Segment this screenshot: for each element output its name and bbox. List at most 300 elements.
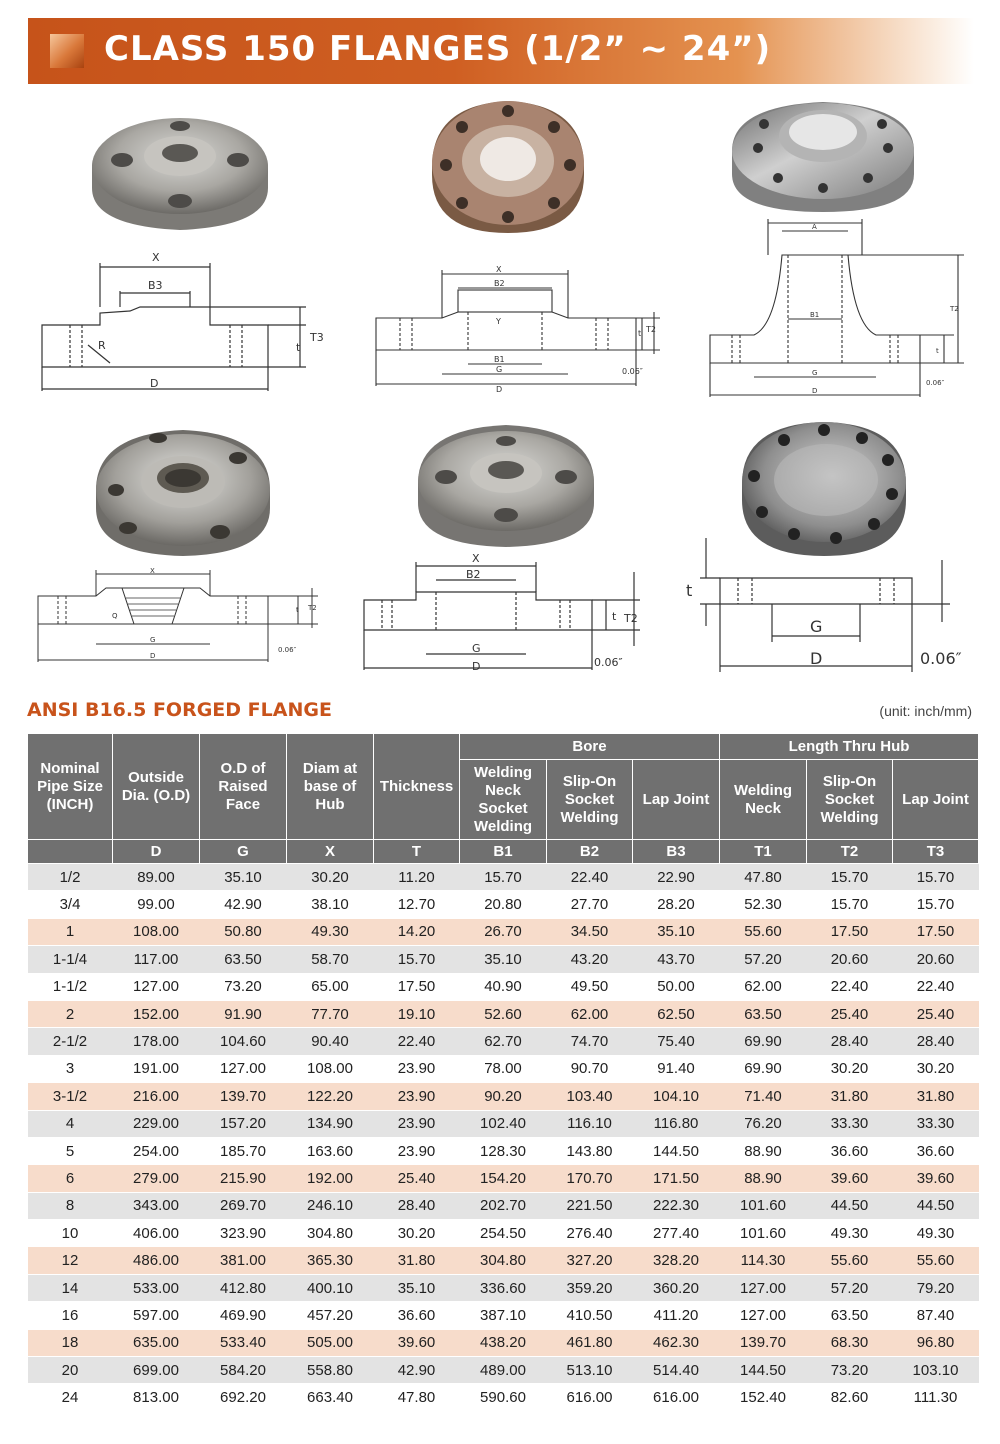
header-length-welding-neck: Welding Neck	[720, 760, 807, 840]
table-cell: 108.00	[287, 1055, 374, 1082]
table-cell: 77.70	[287, 1000, 374, 1027]
table-cell: 365.30	[287, 1247, 374, 1274]
svg-text:R: R	[98, 339, 106, 352]
table-cell: 22.90	[633, 864, 720, 891]
table-cell: 387.10	[460, 1302, 547, 1329]
table-cell: 192.00	[287, 1165, 374, 1192]
svg-text:D: D	[150, 377, 159, 390]
table-cell: 152.00	[113, 1000, 200, 1027]
table-row	[28, 1192, 979, 1219]
table-cell: 12.70	[374, 891, 460, 918]
table-cell: 143.80	[547, 1137, 633, 1164]
svg-text:T2: T2	[624, 612, 638, 625]
table-cell-size: 10	[28, 1220, 113, 1247]
table-cell: 246.10	[287, 1192, 374, 1219]
table-cell: 15.70	[893, 864, 979, 891]
table-cell: 62.70	[460, 1028, 547, 1055]
table-row	[28, 1083, 979, 1110]
photo-threaded-flange	[88, 420, 278, 558]
table-cell: 30.20	[807, 1055, 893, 1082]
table-row	[28, 1274, 979, 1301]
table-cell: 91.90	[200, 1000, 287, 1027]
diagram-threaded	[34, 566, 334, 666]
header-symbol: D	[113, 840, 200, 864]
table-cell: 91.40	[633, 1055, 720, 1082]
svg-text:t: t	[296, 606, 299, 614]
table-cell: 55.60	[807, 1247, 893, 1274]
table-cell-size: 14	[28, 1274, 113, 1301]
table-cell: 30.20	[287, 864, 374, 891]
table-cell: 104.60	[200, 1028, 287, 1055]
table-cell: 63.50	[807, 1302, 893, 1329]
table-cell-size: 1-1/2	[28, 973, 113, 1000]
table-cell: 410.50	[547, 1302, 633, 1329]
table-cell: 108.00	[113, 918, 200, 945]
page-title: CLASS 150 FLANGES (1/2” ~ 24”)	[104, 29, 772, 69]
table-cell-size: 1	[28, 918, 113, 945]
diagram-lap-joint	[30, 245, 340, 400]
svg-text:X: X	[152, 251, 160, 264]
table-cell: 103.10	[893, 1357, 979, 1384]
table-cell: 63.50	[720, 1000, 807, 1027]
table-cell: 58.70	[287, 946, 374, 973]
svg-text:Y: Y	[496, 317, 501, 326]
table-cell-size: 18	[28, 1329, 113, 1356]
diagram-slip-on	[360, 548, 660, 674]
table-cell: 69.90	[720, 1028, 807, 1055]
table-cell: 103.40	[547, 1083, 633, 1110]
table-cell-size: 3	[28, 1055, 113, 1082]
svg-text:T3: T3	[310, 331, 324, 344]
table-cell: 513.10	[547, 1357, 633, 1384]
table-cell: 87.40	[893, 1302, 979, 1329]
table-cell: 25.40	[893, 1000, 979, 1027]
svg-text:G: G	[496, 365, 503, 374]
table-cell: 117.00	[113, 946, 200, 973]
table-cell: 49.30	[287, 918, 374, 945]
table-cell: 96.80	[893, 1329, 979, 1356]
table-cell: 469.90	[200, 1302, 287, 1329]
table-cell: 52.30	[720, 891, 807, 918]
table-cell: 343.00	[113, 1192, 200, 1219]
header-symbol: B1	[460, 840, 547, 864]
table-cell: 88.90	[720, 1137, 807, 1164]
flange-dimension-table	[27, 733, 979, 1412]
table-cell: 73.20	[200, 973, 287, 1000]
svg-text:T2: T2	[950, 305, 959, 313]
table-row	[28, 1247, 979, 1274]
table-cell: 23.90	[374, 1110, 460, 1137]
table-cell: 461.80	[547, 1329, 633, 1356]
photo-lap-joint-flange	[80, 98, 280, 232]
table-cell: 269.70	[200, 1192, 287, 1219]
header-thickness: Thickness	[374, 734, 460, 840]
table-cell: 31.80	[807, 1083, 893, 1110]
table-cell: 111.30	[893, 1384, 979, 1411]
table-cell: 49.30	[807, 1220, 893, 1247]
table-cell-size: 2-1/2	[28, 1028, 113, 1055]
table-cell: 20.60	[807, 946, 893, 973]
table-cell: 71.40	[720, 1083, 807, 1110]
table-cell: 438.20	[460, 1329, 547, 1356]
table-cell: 692.20	[200, 1384, 287, 1411]
table-cell: 30.20	[374, 1220, 460, 1247]
table-cell: 14.20	[374, 918, 460, 945]
table-cell: 55.60	[893, 1247, 979, 1274]
table-cell: 50.80	[200, 918, 287, 945]
table-cell: 590.60	[460, 1384, 547, 1411]
table-row	[28, 1302, 979, 1329]
table-cell: 90.70	[547, 1055, 633, 1082]
table-cell: 22.40	[807, 973, 893, 1000]
table-row	[28, 864, 979, 891]
table-cell: 457.20	[287, 1302, 374, 1329]
table-cell: 533.40	[200, 1329, 287, 1356]
photo-slip-on-flange	[410, 417, 602, 549]
table-cell-size: 16	[28, 1302, 113, 1329]
table-cell: 36.60	[807, 1137, 893, 1164]
table-cell: 40.90	[460, 973, 547, 1000]
table-cell: 36.60	[374, 1302, 460, 1329]
table-cell-size: 12	[28, 1247, 113, 1274]
table-row	[28, 891, 979, 918]
table-cell: 191.00	[113, 1055, 200, 1082]
header-nominal-size: Nominal Pipe Size (INCH)	[28, 734, 113, 840]
table-cell: 144.50	[720, 1357, 807, 1384]
svg-text:0.06″: 0.06″	[920, 649, 962, 668]
table-cell: 34.50	[547, 918, 633, 945]
svg-text:X: X	[150, 567, 155, 575]
svg-text:D: D	[810, 649, 823, 668]
table-cell: 30.20	[893, 1055, 979, 1082]
table-cell: 116.80	[633, 1110, 720, 1137]
table-cell: 505.00	[287, 1329, 374, 1356]
table-cell: 35.10	[460, 946, 547, 973]
svg-text:t: t	[686, 581, 693, 600]
table-cell: 62.00	[547, 1000, 633, 1027]
table-cell: 400.10	[287, 1274, 374, 1301]
table-cell: 39.60	[374, 1329, 460, 1356]
table-cell: 15.70	[893, 891, 979, 918]
table-cell: 38.10	[287, 891, 374, 918]
table-cell: 20.60	[893, 946, 979, 973]
table-cell: 406.00	[113, 1220, 200, 1247]
table-cell-size: 6	[28, 1165, 113, 1192]
table-row	[28, 1000, 979, 1027]
table-row	[28, 1028, 979, 1055]
svg-text:D: D	[150, 652, 156, 660]
table-cell: 276.40	[547, 1220, 633, 1247]
table-cell: 558.80	[287, 1357, 374, 1384]
table-cell: 304.80	[287, 1220, 374, 1247]
table-cell: 19.10	[374, 1000, 460, 1027]
header-symbol-blank	[28, 840, 113, 864]
table-cell: 31.80	[893, 1083, 979, 1110]
banner-square-icon	[50, 34, 84, 68]
table-cell: 26.70	[460, 918, 547, 945]
table-cell: 699.00	[113, 1357, 200, 1384]
header-length-lap-joint: Lap Joint	[893, 760, 979, 840]
photo-socket-weld-flange	[428, 95, 588, 235]
table-cell: 170.70	[547, 1165, 633, 1192]
table-cell-size: 5	[28, 1137, 113, 1164]
svg-text:G: G	[812, 369, 818, 377]
table-cell: 44.50	[893, 1192, 979, 1219]
table-cell: 813.00	[113, 1384, 200, 1411]
table-cell: 279.00	[113, 1165, 200, 1192]
svg-text:T2: T2	[646, 325, 656, 334]
svg-text:t: t	[638, 329, 642, 338]
table-cell: 47.80	[374, 1384, 460, 1411]
table-cell: 360.20	[633, 1274, 720, 1301]
table-cell: 73.20	[807, 1357, 893, 1384]
svg-text:t: t	[296, 341, 301, 354]
svg-text:D: D	[496, 385, 503, 394]
header-symbol: G	[200, 840, 287, 864]
table-cell: 215.90	[200, 1165, 287, 1192]
table-cell: 163.60	[287, 1137, 374, 1164]
table-cell: 381.00	[200, 1247, 287, 1274]
table-cell: 171.50	[633, 1165, 720, 1192]
table-cell: 88.90	[720, 1165, 807, 1192]
table-cell: 154.20	[460, 1165, 547, 1192]
table-cell: 221.50	[547, 1192, 633, 1219]
table-cell: 616.00	[633, 1384, 720, 1411]
table-cell: 33.30	[807, 1110, 893, 1137]
table-row	[28, 1137, 979, 1164]
table-cell: 55.60	[720, 918, 807, 945]
table-cell: 597.00	[113, 1302, 200, 1329]
table-cell: 22.40	[374, 1028, 460, 1055]
table-cell: 63.50	[200, 946, 287, 973]
table-cell: 489.00	[460, 1357, 547, 1384]
table-cell: 44.50	[807, 1192, 893, 1219]
svg-text:G: G	[472, 642, 481, 655]
table-cell: 134.90	[287, 1110, 374, 1137]
table-cell: 28.40	[893, 1028, 979, 1055]
table-cell: 57.20	[807, 1274, 893, 1301]
table-cell: 90.40	[287, 1028, 374, 1055]
table-cell: 127.00	[200, 1055, 287, 1082]
table-cell: 49.50	[547, 973, 633, 1000]
table-cell: 514.40	[633, 1357, 720, 1384]
table-cell: 254.50	[460, 1220, 547, 1247]
diagram-weld-neck	[704, 215, 974, 400]
header-outside-dia: Outside Dia. (O.D)	[113, 734, 200, 840]
table-cell: 69.90	[720, 1055, 807, 1082]
photo-weld-neck-flange	[728, 96, 918, 214]
table-cell: 17.50	[807, 918, 893, 945]
table-cell: 43.20	[547, 946, 633, 973]
table-cell: 25.40	[374, 1165, 460, 1192]
table-cell: 28.40	[374, 1192, 460, 1219]
table-cell: 68.30	[807, 1329, 893, 1356]
table-cell: 462.30	[633, 1329, 720, 1356]
table-row	[28, 1357, 979, 1384]
table-cell: 152.40	[720, 1384, 807, 1411]
svg-text:0.06″: 0.06″	[594, 656, 623, 669]
unit-label: (unit: inch/mm)	[879, 703, 972, 719]
header-banner	[28, 18, 974, 84]
table-cell: 42.90	[374, 1357, 460, 1384]
header-symbol: B2	[547, 840, 633, 864]
table-row	[28, 946, 979, 973]
header-symbol: T1	[720, 840, 807, 864]
table-cell: 28.40	[807, 1028, 893, 1055]
table-cell-size: 3-1/2	[28, 1083, 113, 1110]
svg-text:0.06″: 0.06″	[278, 646, 297, 654]
table-cell-size: 3/4	[28, 891, 113, 918]
header-symbol: X	[287, 840, 374, 864]
table-cell: 139.70	[200, 1083, 287, 1110]
header-length-slip-on: Slip-On Socket Welding	[807, 760, 893, 840]
table-cell: 33.30	[893, 1110, 979, 1137]
svg-text:A: A	[812, 223, 817, 231]
svg-text:D: D	[472, 660, 481, 673]
table-cell: 22.40	[547, 864, 633, 891]
section-title: ANSI B16.5 FORGED FLANGE	[27, 699, 332, 721]
table-row	[28, 1220, 979, 1247]
table-row	[28, 1110, 979, 1137]
table-cell: 116.10	[547, 1110, 633, 1137]
svg-text:0.06″: 0.06″	[622, 367, 643, 376]
table-cell: 127.00	[113, 973, 200, 1000]
svg-text:G: G	[810, 617, 823, 636]
table-cell: 31.80	[374, 1247, 460, 1274]
header-bore-welding-neck: Welding Neck Socket Welding	[460, 760, 547, 840]
table-cell: 50.00	[633, 973, 720, 1000]
table-cell: 42.90	[200, 891, 287, 918]
table-cell: 25.40	[807, 1000, 893, 1027]
table-cell: 23.90	[374, 1083, 460, 1110]
table-cell: 144.50	[633, 1137, 720, 1164]
table-cell: 584.20	[200, 1357, 287, 1384]
header-bore: Bore	[460, 734, 720, 760]
table-cell: 128.30	[460, 1137, 547, 1164]
table-cell: 27.70	[547, 891, 633, 918]
table-cell: 114.30	[720, 1247, 807, 1274]
table-cell: 15.70	[807, 864, 893, 891]
svg-text:B1: B1	[494, 355, 505, 364]
table-cell: 412.80	[200, 1274, 287, 1301]
svg-text:Q: Q	[112, 612, 118, 620]
table-cell-size: 2	[28, 1000, 113, 1027]
table-cell: 663.40	[287, 1384, 374, 1411]
table-row	[28, 1329, 979, 1356]
table-cell: 139.70	[720, 1329, 807, 1356]
table-cell: 277.40	[633, 1220, 720, 1247]
table-row	[28, 1384, 979, 1411]
table-cell: 359.20	[547, 1274, 633, 1301]
table-cell: 62.00	[720, 973, 807, 1000]
table-cell: 185.70	[200, 1137, 287, 1164]
table-cell: 28.20	[633, 891, 720, 918]
table-cell: 202.70	[460, 1192, 547, 1219]
table-cell: 122.20	[287, 1083, 374, 1110]
table-cell: 327.20	[547, 1247, 633, 1274]
table-cell: 222.30	[633, 1192, 720, 1219]
header-symbol: B3	[633, 840, 720, 864]
table-cell-size: 4	[28, 1110, 113, 1137]
table-cell: 22.40	[893, 973, 979, 1000]
table-cell: 35.10	[374, 1274, 460, 1301]
table-cell: 15.70	[460, 864, 547, 891]
table-cell: 75.40	[633, 1028, 720, 1055]
svg-text:B2: B2	[466, 568, 481, 581]
table-cell: 635.00	[113, 1329, 200, 1356]
table-cell: 328.20	[633, 1247, 720, 1274]
table-cell: 127.00	[720, 1274, 807, 1301]
svg-text:X: X	[472, 552, 480, 565]
table-cell: 336.60	[460, 1274, 547, 1301]
table-cell: 101.60	[720, 1220, 807, 1247]
svg-text:t: t	[936, 347, 939, 355]
table-cell: 35.10	[200, 864, 287, 891]
svg-text:t: t	[612, 610, 617, 623]
svg-text:0.06″: 0.06″	[926, 379, 945, 387]
header-raised-face: O.D of Raised Face	[200, 734, 287, 840]
svg-text:T2: T2	[308, 604, 317, 612]
table-cell: 39.60	[893, 1165, 979, 1192]
table-cell: 49.30	[893, 1220, 979, 1247]
table-cell: 65.00	[287, 973, 374, 1000]
table-cell: 178.00	[113, 1028, 200, 1055]
table-cell: 23.90	[374, 1055, 460, 1082]
table-row	[28, 918, 979, 945]
diagram-blind	[680, 530, 980, 676]
table-cell: 15.70	[807, 891, 893, 918]
svg-text:G: G	[150, 636, 156, 644]
header-bore-lap-joint: Lap Joint	[633, 760, 720, 840]
header-symbol: T2	[807, 840, 893, 864]
table-row	[28, 1165, 979, 1192]
table-cell: 43.70	[633, 946, 720, 973]
table-cell: 616.00	[547, 1384, 633, 1411]
svg-text:B2: B2	[494, 279, 505, 288]
table-cell: 35.10	[633, 918, 720, 945]
table-cell: 323.90	[200, 1220, 287, 1247]
table-cell: 304.80	[460, 1247, 547, 1274]
header-hub-diam: Diam at base of Hub	[287, 734, 374, 840]
svg-text:B1: B1	[810, 311, 820, 319]
table-cell: 11.20	[374, 864, 460, 891]
table-cell: 104.10	[633, 1083, 720, 1110]
table-cell: 89.00	[113, 864, 200, 891]
table-cell: 533.00	[113, 1274, 200, 1301]
table-cell: 52.60	[460, 1000, 547, 1027]
table-cell-size: 24	[28, 1384, 113, 1411]
table-cell: 17.50	[893, 918, 979, 945]
table-cell: 254.00	[113, 1137, 200, 1164]
table-cell: 101.60	[720, 1192, 807, 1219]
table-row	[28, 1055, 979, 1082]
table-cell: 216.00	[113, 1083, 200, 1110]
header-bore-slip-on: Slip-On Socket Welding	[547, 760, 633, 840]
table-cell: 486.00	[113, 1247, 200, 1274]
diagram-socket-weld	[372, 262, 672, 397]
table-cell: 99.00	[113, 891, 200, 918]
table-cell: 74.70	[547, 1028, 633, 1055]
table-cell: 90.20	[460, 1083, 547, 1110]
header-symbol: T3	[893, 840, 979, 864]
table-cell-size: 1/2	[28, 864, 113, 891]
table-cell: 78.00	[460, 1055, 547, 1082]
header-symbol: T	[374, 840, 460, 864]
table-cell: 17.50	[374, 973, 460, 1000]
table-cell: 411.20	[633, 1302, 720, 1329]
table-cell: 102.40	[460, 1110, 547, 1137]
svg-text:X: X	[496, 265, 502, 274]
